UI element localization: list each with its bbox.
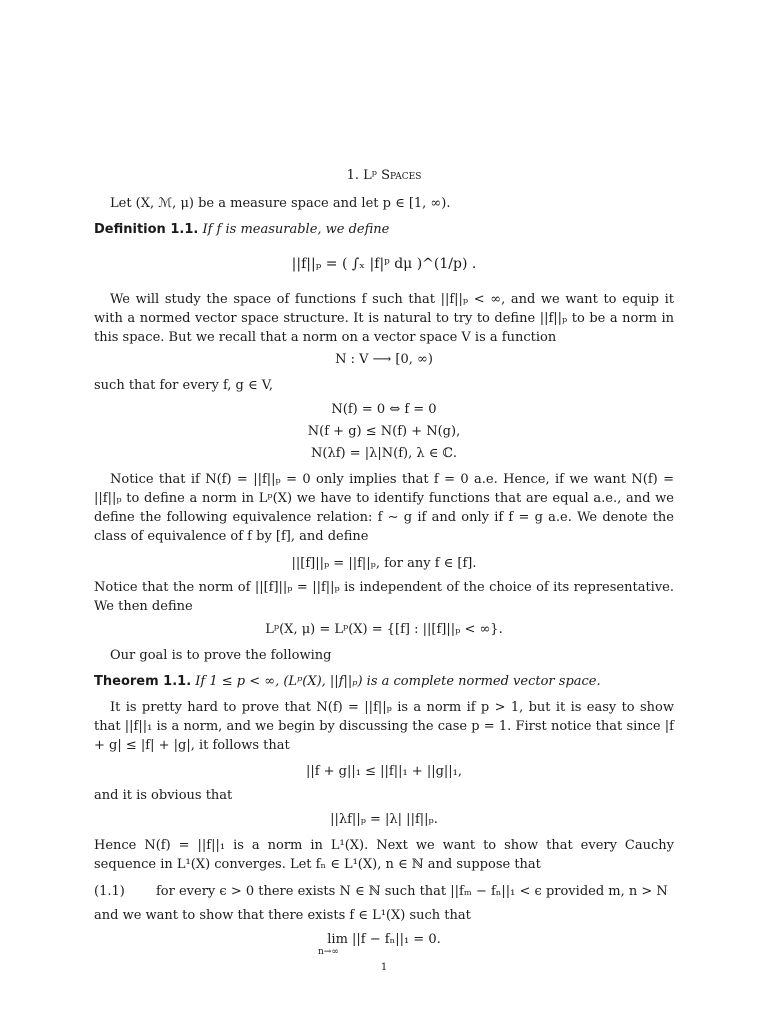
paragraph-equivalence: Notice that if N(f) = ||f||ₚ = 0 only implies that f = 0 a.e. Hence, if we want N(f) = ||f||ₚ to define a norm in Lᵖ(X) we have to identify functions that are equal a.e., and we define the following equivalence relation: f ∼ g if and only if f = g a.e. We denote the class of equivalence of f by [f], and define — [94, 472, 674, 544]
limit-subscript: n→∞ — [318, 947, 339, 957]
equation-homogeneity: ||λf||ₚ = |λ| ||f||ₚ. — [330, 812, 438, 827]
paragraph-case-p1: It is pretty hard to prove that N(f) = ||f||ₚ is a norm if p > 1, but it is easy to show that ||f||₁ is a norm, and we begin by discussing the case p = 1. First notice that since |f + g| ≤ |f| + |g|, it follows that — [94, 700, 674, 753]
theorem-text: If 1 ≤ p < ∞, (Lᵖ(X), ||f||ₚ) is a complete normed vector space. — [195, 674, 601, 689]
theorem-label: Theorem 1.1. — [94, 674, 192, 689]
paragraph-norm-intro: We will study the space of functions f such that ||f||ₚ < ∞, and we want to equip it with a normed vector space structure. It is natural to try to define ||f||ₚ to be a norm in this space. But we recall that a norm on a vector space V is a function — [94, 292, 674, 345]
equation-norm-axiom-3: N(λf) = |λ|N(f), λ ∈ ℂ. — [311, 446, 457, 461]
equation-norm-axiom-2: N(f + g) ≤ N(f) + N(g), — [307, 424, 461, 439]
obvious-sentence: and it is obvious that — [94, 788, 233, 803]
equation-lp-norm: ||f||ₚ = ( ∫ₓ |f|ᵖ dμ )^(1/p) . — [291, 256, 477, 272]
definition-block — [94, 222, 389, 238]
definition-text: If f is measurable, we define — [202, 222, 390, 237]
goal-sentence: Our goal is to prove the following — [110, 648, 332, 663]
paragraph-representative: Notice that the norm of ||[f]||ₚ = ||f||ₚ is independent of the choice of its representative. We then define — [94, 580, 674, 614]
equation-norm-axiom-1: N(f) = 0 ⇔ f = 0 — [331, 402, 437, 417]
page-number: 1 — [380, 962, 388, 973]
show-sentence: and we want to show that there exists f ∈ L¹(X) such that — [94, 908, 471, 923]
definition-label: Definition 1.1. — [94, 222, 199, 237]
equation-triangle: ||f + g||₁ ≤ ||f||₁ + ||g||₁, — [305, 764, 463, 779]
section-heading: 1. Lᵖ Spaces — [346, 168, 422, 183]
intro-sentence: Let (X, ℳ, μ) be a measure space and let p ∈ [1, ∞). — [110, 196, 451, 211]
equation-class-norm: ||[f]||ₚ = ||f||ₚ, for any f ∈ [f]. — [291, 556, 477, 571]
such-that-line: such that for every f, g ∈ V, — [94, 378, 274, 393]
paragraph-cauchy: Hence N(f) = ||f||₁ is a norm in L¹(X). Next we want to show that every Cauchy sequence in L¹(X) converges. Let fₙ ∈ L¹(X), n ∈ ℕ and suppose that — [94, 838, 674, 872]
equation-tag: (1.1) — [94, 884, 125, 899]
equation-cauchy-condition: for every ϵ > 0 there exists N ∈ ℕ such that ||fₘ − fₙ||₁ < ϵ provided m, n > N — [156, 884, 668, 899]
equation-lp-space: Lᵖ(X, μ) = Lᵖ(X) = {[f] : ||[f]||ₚ < ∞}. — [265, 622, 503, 637]
theorem-block — [94, 674, 601, 690]
equation-limit: lim ||f − fₙ||₁ = 0. — [327, 932, 441, 947]
equation-norm-map: N : V ⟶ [0, ∞) — [335, 352, 433, 367]
